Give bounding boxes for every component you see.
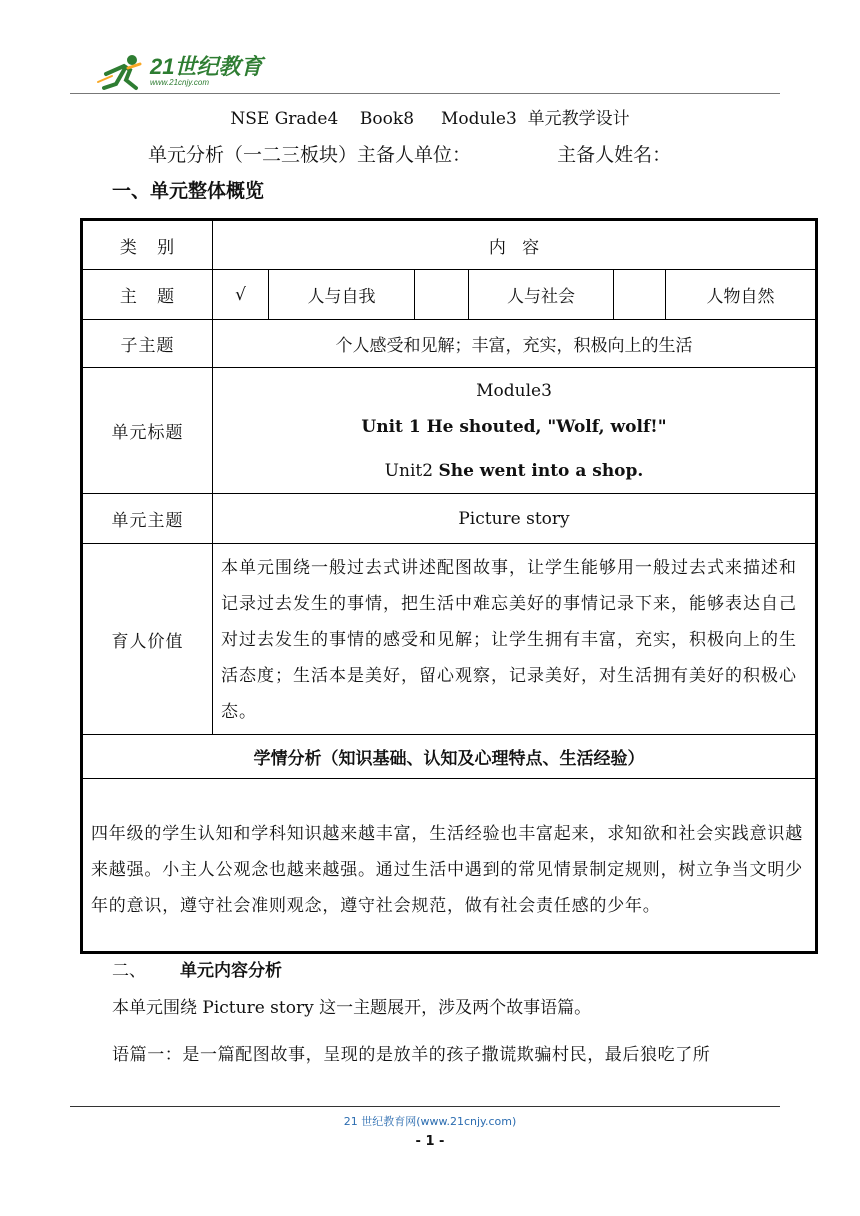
unit2-prefix: Unit2 bbox=[384, 460, 439, 481]
subtitle-name: 主备人姓名： bbox=[557, 144, 672, 166]
header-divider bbox=[70, 93, 780, 94]
unit-title-label: 单元标题 bbox=[82, 368, 213, 494]
footer-site-link[interactable]: 21 世纪教育网(www.21cnjy.com) bbox=[343, 1115, 517, 1128]
table-header-row bbox=[82, 220, 817, 270]
section2-title: 单元内容分析 bbox=[180, 961, 282, 981]
module-name: Module3 bbox=[476, 380, 552, 401]
analysis-body: 四年级的学生认知和学科知识越来越丰富，生活经验也丰富起来，求知欲和社会实践意识越来越强。小主人公观念也越来越强。通过生活中遇到的常见情景制定规则，树立争当文明少年的意识，遵守社会准则观念，遵守社会规范，做有社会责任感的少年。 bbox=[82, 779, 817, 953]
unit-theme-row bbox=[82, 494, 817, 544]
education-label: 育人价值 bbox=[82, 544, 213, 735]
section2-number: 二、 bbox=[112, 961, 146, 981]
analysis-body-row bbox=[82, 779, 817, 953]
running-man-logo-icon bbox=[96, 54, 148, 92]
subtheme-label: 子主题 bbox=[82, 320, 213, 368]
page-number: - 1 - bbox=[415, 1134, 445, 1149]
education-value: 本单元围绕一般过去式讲述配图故事，让学生能够用一般过去式来描述和记录过去发生的事情，把生活中难忘美好的事情记录下来，能够表达自己对过去发生的事情的感受和见解；让学生拥有丰富，充实，积极向上的生活态度；生活本是美好，留心观察，记录美好，对生活拥有美好的积极心态。 bbox=[213, 544, 817, 735]
theme-option-society: 人与社会 bbox=[469, 270, 614, 320]
unit2-bold: She went into a shop. bbox=[438, 460, 644, 481]
paragraph-2: 语篇一：是一篇配图故事，呈现的是放羊的孩子撒谎欺骗村民，最后狼吃了所 bbox=[112, 1045, 711, 1065]
section1-heading: 一、单元整体概览 bbox=[112, 180, 265, 202]
analysis-heading-row bbox=[82, 735, 817, 779]
unit-overview-table bbox=[80, 218, 818, 954]
unit-theme-value: Picture story bbox=[213, 494, 817, 544]
logo-url: www.21cnjy.com bbox=[150, 78, 209, 87]
unit-title-row bbox=[82, 368, 817, 494]
theme-option-nature: 人物自然 bbox=[666, 270, 817, 320]
unit2-title bbox=[213, 453, 815, 489]
theme-option-self: 人与自我 bbox=[269, 270, 415, 320]
document-title: NSE Grade4 Book8 Module3 单元教学设计 bbox=[230, 109, 630, 129]
unit1-title: Unit 1 He shouted, "Wolf, wolf!" bbox=[361, 416, 667, 437]
content-header: 内 容 bbox=[213, 220, 817, 270]
theme-row bbox=[82, 270, 817, 320]
logo-text: 21世纪教育 bbox=[150, 54, 263, 79]
category-header: 类 别 bbox=[82, 220, 213, 270]
section2-heading bbox=[112, 956, 282, 981]
subtheme-row bbox=[82, 320, 817, 368]
paragraph-1: 本单元围绕 Picture story 这一主题展开，涉及两个故事语篇。 bbox=[112, 998, 592, 1018]
education-row bbox=[82, 544, 817, 735]
document-subtitle bbox=[148, 140, 671, 167]
theme-check-mark: √ bbox=[213, 270, 269, 320]
analysis-heading: 学情分析（知识基础、认知及心理特点、生活经验） bbox=[82, 735, 817, 779]
theme-label: 主 题 bbox=[82, 270, 213, 320]
footer-divider bbox=[70, 1106, 780, 1107]
theme-check-empty-1 bbox=[415, 270, 469, 320]
subtheme-value: 个人感受和见解；丰富，充实，积极向上的生活 bbox=[213, 320, 817, 368]
theme-check-empty-2 bbox=[614, 270, 666, 320]
page-header bbox=[70, 48, 780, 94]
subtitle-unit: 单元分析（一二三板块）主备人单位： bbox=[148, 144, 472, 166]
unit-theme-label: 单元主题 bbox=[82, 494, 213, 544]
unit-title-cell bbox=[213, 368, 817, 494]
